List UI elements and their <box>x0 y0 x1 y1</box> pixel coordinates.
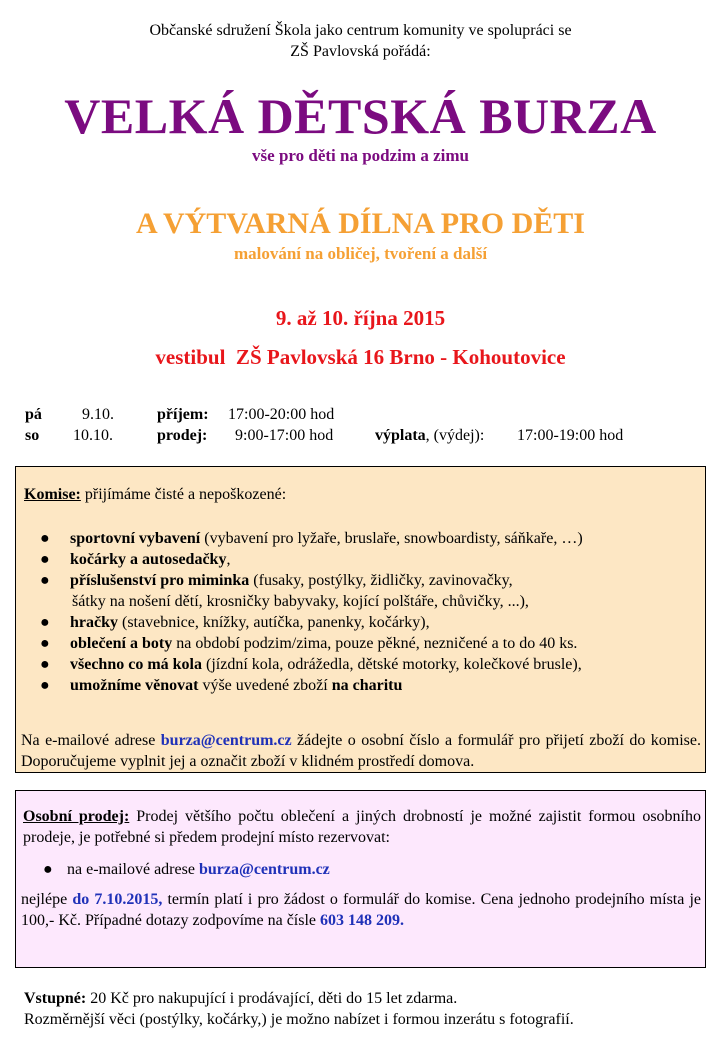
osobni-list <box>16 859 704 880</box>
komise-heading <box>24 484 286 505</box>
item-text: (fusaky, postýlky, židličky, zavinovačky, <box>249 572 513 589</box>
komise-box <box>15 466 706 773</box>
list-item <box>16 570 704 612</box>
payout-note: , (výdej): <box>425 427 485 444</box>
list-item <box>16 528 704 549</box>
osobni-paragraph <box>21 889 701 931</box>
osobni-prodej-box <box>15 790 706 968</box>
list-item <box>16 549 704 570</box>
schedule-date-2: 10.10. <box>73 427 113 444</box>
osobni-para-start: nejlépe <box>21 891 73 908</box>
komise-heading-text: přijímáme čisté a nepoškozené: <box>80 486 287 503</box>
schedule-label-1: příjem: <box>157 406 209 423</box>
komise-para-start: Na e-mailové adrese <box>21 732 161 749</box>
intro-line-2: ZŠ Pavlovská pořádá: <box>290 43 431 60</box>
footer-label: Vstupné: <box>24 990 87 1007</box>
komise-email-link[interactable]: burza@centrum.cz <box>160 732 292 749</box>
event-date: 9. až 10. října 2015 <box>275 306 446 330</box>
main-subtitle: vše pro děti na podzim a zimu <box>252 146 469 165</box>
item-bold: umožníme věnovat <box>70 677 199 694</box>
item-bold: sportovní vybavení <box>70 530 201 547</box>
schedule-label-2: prodej: <box>157 427 208 444</box>
footer-line-2: Rozměrnější věci (postýlky, kočárky,) je možno nabízet i formou inzerátu s fotografií. <box>24 1011 574 1028</box>
item-text-continued: šátky na nošení dětí, krosničky babyvaky, kojící polštáře, chůvičky, ...), <box>72 593 529 610</box>
list-item <box>16 633 704 654</box>
osobni-heading <box>23 806 701 848</box>
payout-label: výplata <box>375 427 426 444</box>
bullet-icon: ● <box>40 656 50 673</box>
schedule-time-1: 17:00-20:00 hod <box>228 406 335 423</box>
item-bold: všechno co má kola <box>70 656 202 673</box>
item-text: výše uvedené zboží <box>198 677 332 694</box>
item-text: (jízdní kola, odrážedla, dětské motorky, kolečkové brusle), <box>202 656 582 673</box>
bullet-icon: ● <box>40 530 50 547</box>
bullet-icon: ● <box>43 861 53 878</box>
osobni-heading-label: Osobní prodej: <box>23 808 130 825</box>
venue-text: vestibul ZŠ Pavlovská 16 Brno - Kohoutovice <box>155 345 566 369</box>
item-text: na e-mailové adrese <box>67 861 199 878</box>
list-item <box>16 654 704 675</box>
komise-paragraph <box>21 730 701 772</box>
event-venue <box>0 345 721 370</box>
schedule-date-1: 9.10. <box>82 406 114 423</box>
bullet-icon: ● <box>40 677 50 694</box>
footer-info <box>24 988 704 1030</box>
item-bold: kočárky a autosedačky <box>70 551 227 568</box>
item-text: , <box>226 551 231 568</box>
list-item <box>16 612 704 633</box>
osobni-para-mid: termín platí i pro žádost o formulář do komise. Cena jednoho prodejního místa je 100,- Kč. Případné dotazy zodpovíme na čísle <box>21 891 702 929</box>
item-bold-charity: na charitu <box>331 677 403 694</box>
main-title: VELKÁ DĚTSKÁ BURZA <box>64 88 657 144</box>
item-text: (vybavení pro lyžaře, bruslaře, snowboardisty, sáňkaře, …) <box>200 530 583 547</box>
komise-para-end: žádejte o osobní číslo a formulář pro přijetí zboží do komise. Doporučujeme vyplnit jej a označit zboží v klidném prostředí domova. <box>21 732 702 770</box>
schedule-payout-time: 17:00-19:00 hod <box>517 427 624 444</box>
intro-line-1: Občanské sdružení Škola jako centrum komunity ve spolupráci se <box>149 22 572 39</box>
osobni-heading-text: Prodej většího počtu oblečení a jiných drobností je možné zajistit formou osobního prodeje, je potřebné si předem prodejní místo rezervovat: <box>23 808 702 846</box>
bullet-icon: ● <box>40 572 50 589</box>
schedule-time-2: 9:00-17:00 hod <box>235 427 334 444</box>
item-text: na období podzim/zima, pouze pěkné, nezničené a to do 40 ks. <box>172 635 578 652</box>
intro-text <box>0 20 721 62</box>
schedule-payout <box>375 426 484 446</box>
schedule-day-1: pá <box>25 406 42 423</box>
bullet-icon: ● <box>40 551 50 568</box>
komise-list <box>16 528 704 696</box>
item-text: (stavebnice, knížky, autíčka, panenky, kočárky), <box>118 614 430 631</box>
komise-heading-label: Komise: <box>24 486 81 503</box>
osobni-deadline: do 7.10.2015, <box>72 891 163 908</box>
footer-line-1 <box>24 988 704 1009</box>
footer-line-1-text: 20 Kč pro nakupující i prodávající, děti do 15 let zdarma. <box>86 990 458 1007</box>
list-item <box>16 859 704 880</box>
secondary-title: A VÝTVARNÁ DÍLNA PRO DĚTI <box>136 207 585 240</box>
schedule-day-2: so <box>25 427 40 444</box>
osobni-email-link[interactable]: burza@centrum.cz <box>198 861 330 878</box>
item-bold: příslušenství pro miminka <box>70 572 250 589</box>
secondary-subtitle: malování na obličej, tvoření a další <box>233 244 488 263</box>
list-item <box>16 675 704 696</box>
item-bold: hračky <box>70 614 118 631</box>
bullet-icon: ● <box>40 635 50 652</box>
item-bold: oblečení a boty <box>70 635 173 652</box>
bullet-icon: ● <box>40 614 50 631</box>
osobni-phone[interactable]: 603 148 209. <box>320 912 405 929</box>
